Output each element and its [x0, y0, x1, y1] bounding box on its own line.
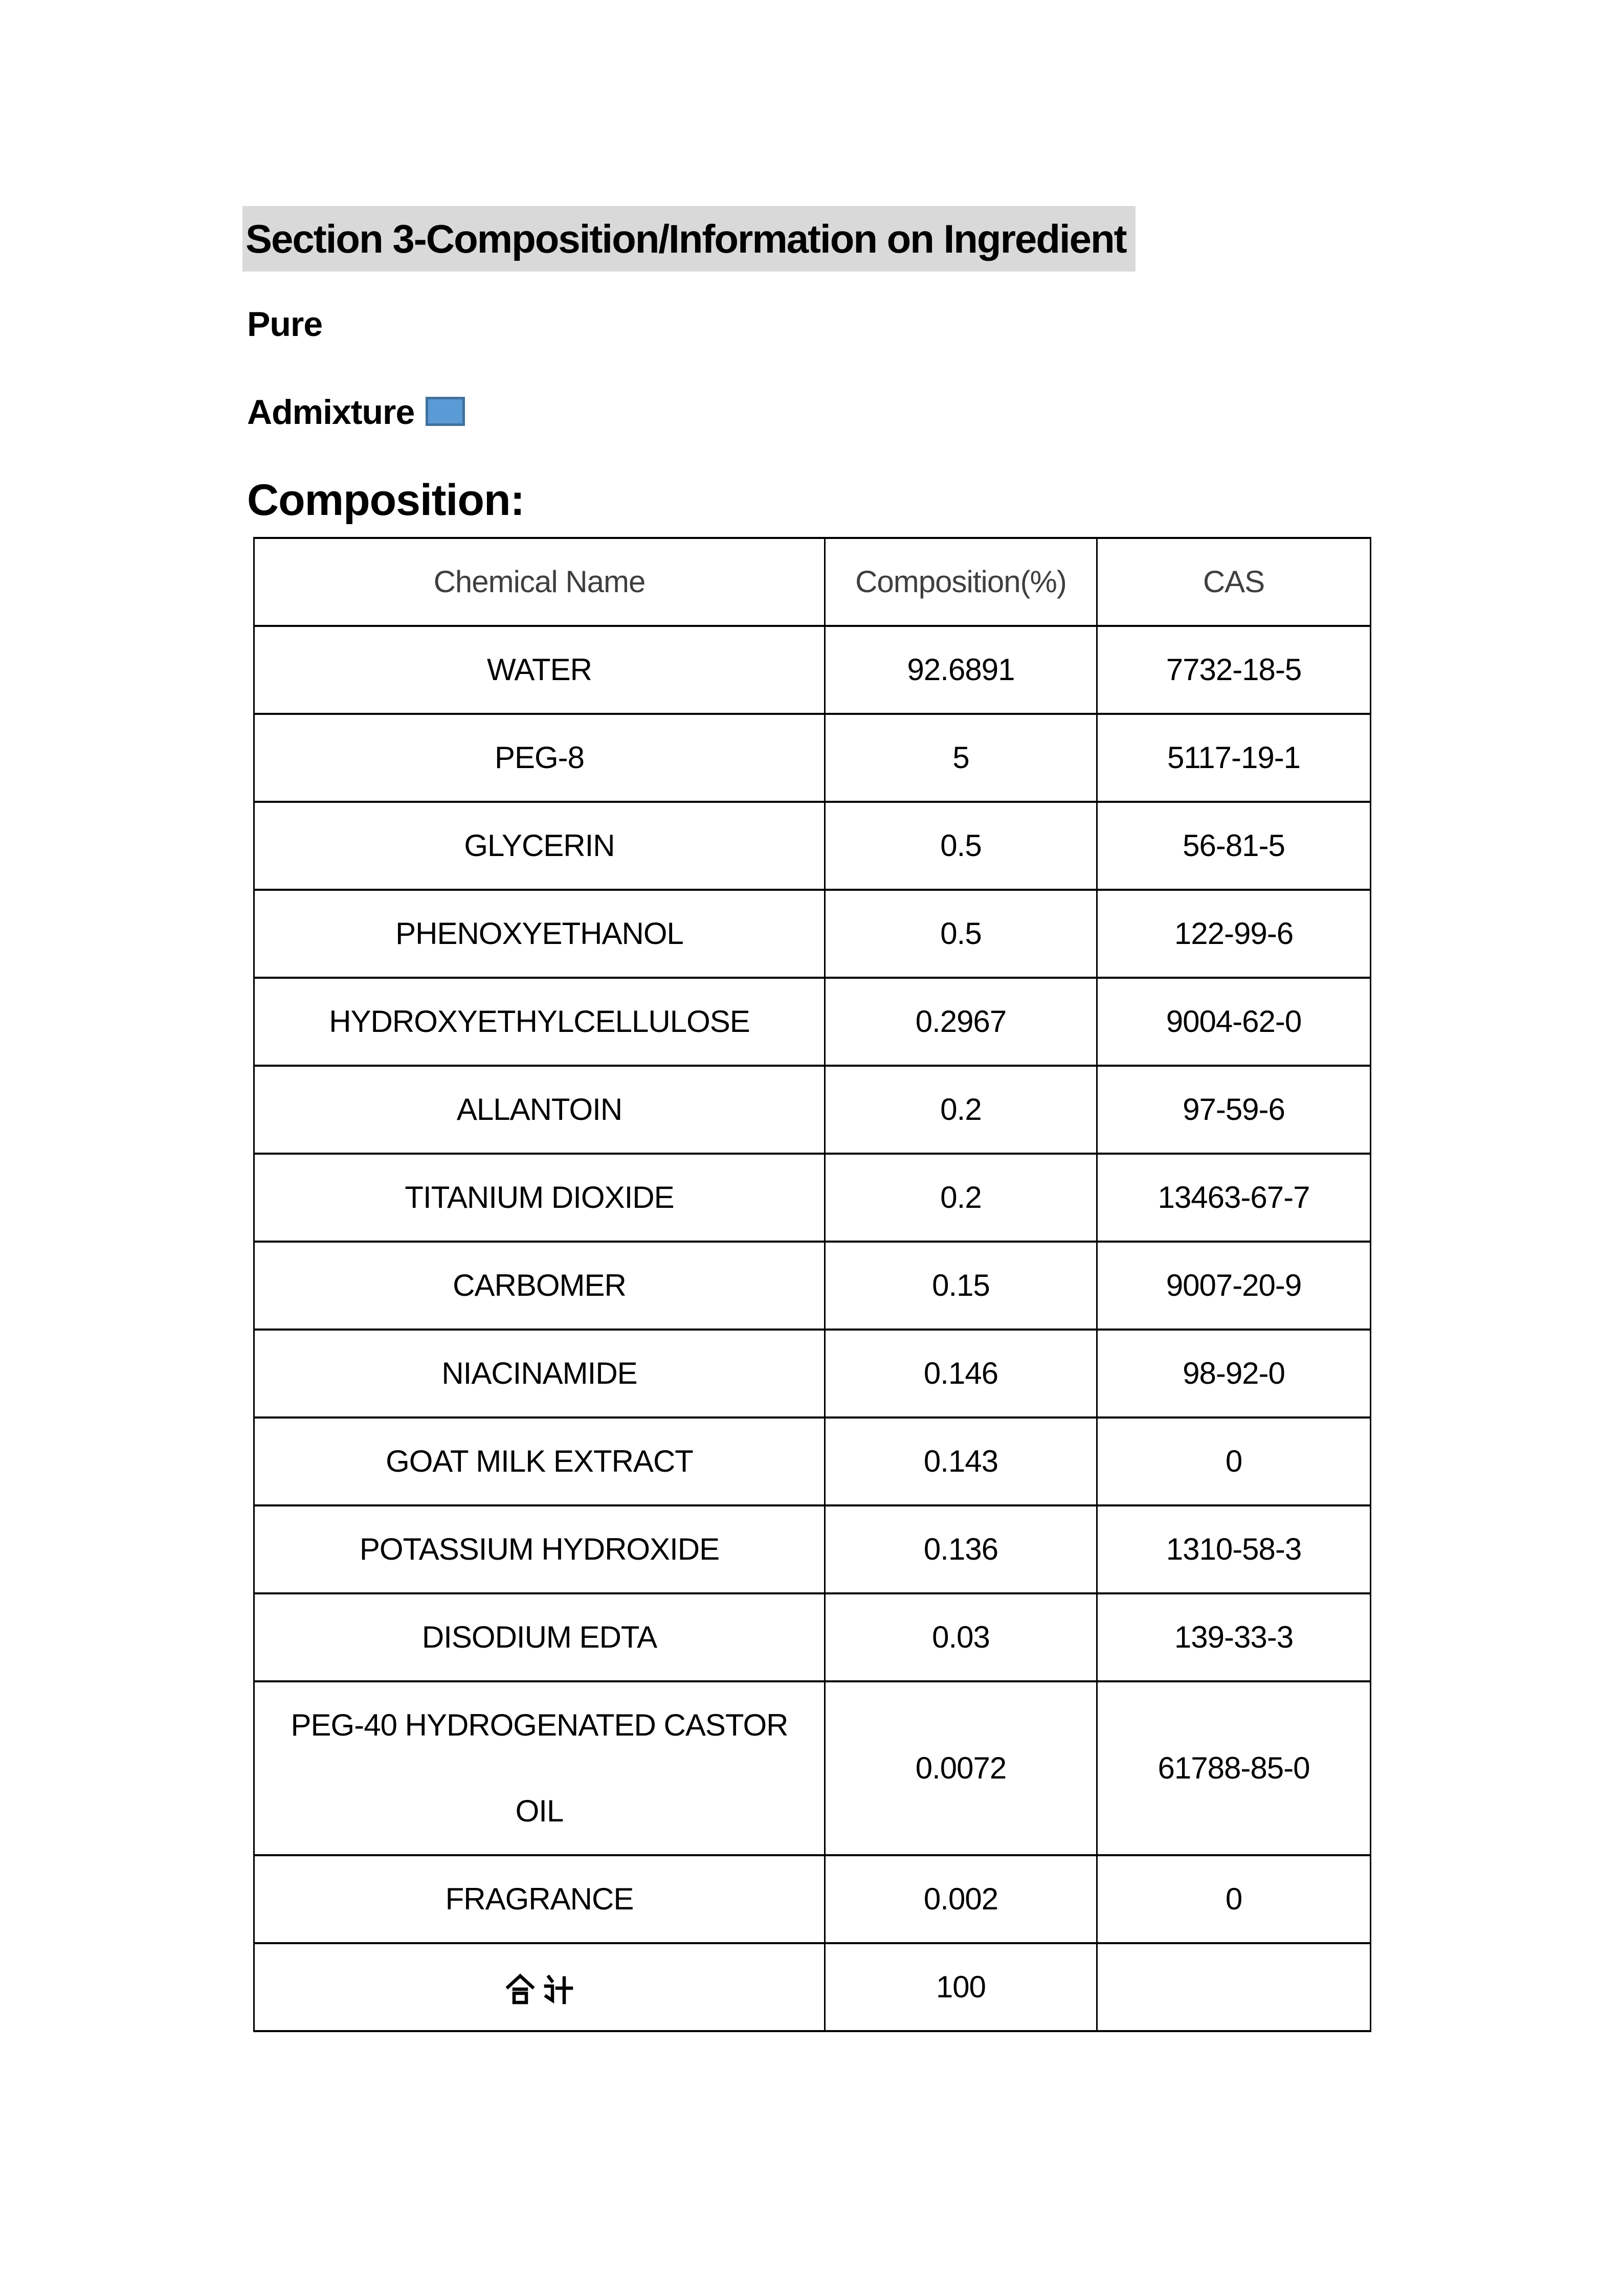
composition-cell: 0.0072 — [825, 1681, 1097, 1855]
pure-label: Pure — [247, 305, 323, 344]
header-chemical-name: Chemical Name — [254, 538, 825, 626]
chemical-name-cell: PEG-40 HYDROGENATED CASTOR OIL — [254, 1681, 825, 1855]
header-composition: Composition(%) — [825, 538, 1097, 626]
composition-cell: 0.03 — [825, 1593, 1097, 1681]
composition-cell: 0.2967 — [825, 978, 1097, 1066]
section-title: Section 3-Composition/Information on Ingredient — [242, 206, 1136, 272]
admixture-checkbox[interactable] — [426, 397, 465, 426]
table-row — [254, 626, 1371, 714]
table-row — [254, 1505, 1371, 1593]
chemical-name-cell: TITANIUM DIOXIDE — [254, 1154, 825, 1242]
chemical-name-cell: WATER — [254, 626, 825, 714]
composition-table — [253, 537, 1371, 2032]
table-row — [254, 1855, 1371, 1943]
cas-cell: 5117-19-1 — [1097, 714, 1371, 802]
table-row — [254, 1242, 1371, 1330]
chemical-name-cell: PHENOXYETHANOL — [254, 890, 825, 978]
admixture-label: Admixture — [247, 393, 415, 432]
composition-cell: 92.6891 — [825, 626, 1097, 714]
table-row — [254, 978, 1371, 1066]
table-row — [254, 1330, 1371, 1417]
table-row — [254, 1593, 1371, 1681]
chemical-name-cell: DISODIUM EDTA — [254, 1593, 825, 1681]
composition-cell: 0.143 — [825, 1417, 1097, 1505]
cas-cell: 9007-20-9 — [1097, 1242, 1371, 1330]
table-row — [254, 1154, 1371, 1242]
table-row — [254, 1417, 1371, 1505]
cas-cell: 13463-67-7 — [1097, 1154, 1371, 1242]
composition-cell: 0.2 — [825, 1066, 1097, 1154]
table-row — [254, 1681, 1371, 1855]
total-label-cell — [254, 1943, 825, 2031]
chemical-name-cell: ALLANTOIN — [254, 1066, 825, 1154]
cas-cell: 139-33-3 — [1097, 1593, 1371, 1681]
cas-cell: 0 — [1097, 1417, 1371, 1505]
chemical-name-cell: GLYCERIN — [254, 802, 825, 890]
composition-cell: 0.5 — [825, 890, 1097, 978]
cas-cell: 0 — [1097, 1855, 1371, 1943]
chemical-name-cell: GOAT MILK EXTRACT — [254, 1417, 825, 1505]
table-row — [254, 1066, 1371, 1154]
chemical-name-cell: NIACINAMIDE — [254, 1330, 825, 1417]
composition-label: Composition: — [247, 476, 525, 525]
composition-cell: 0.146 — [825, 1330, 1097, 1417]
table-header-row — [254, 538, 1371, 626]
total-cas-cell — [1097, 1943, 1371, 2031]
composition-cell: 5 — [825, 714, 1097, 802]
chemical-name-cell: POTASSIUM HYDROXIDE — [254, 1505, 825, 1593]
composition-cell: 0.136 — [825, 1505, 1097, 1593]
admixture-row — [247, 395, 465, 430]
table-row — [254, 802, 1371, 890]
cas-cell: 7732-18-5 — [1097, 626, 1371, 714]
cas-cell: 1310-58-3 — [1097, 1505, 1371, 1593]
chemical-name-cell: FRAGRANCE — [254, 1855, 825, 1943]
chemical-name-cell: CARBOMER — [254, 1242, 825, 1330]
header-cas: CAS — [1097, 538, 1371, 626]
cas-cell: 122-99-6 — [1097, 890, 1371, 978]
cas-cell: 9004-62-0 — [1097, 978, 1371, 1066]
chemical-name-cell: PEG-8 — [254, 714, 825, 802]
chemical-name-cell: HYDROXYETHYLCELLULOSE — [254, 978, 825, 1066]
total-label-glyph — [505, 1974, 574, 2005]
table-row — [254, 890, 1371, 978]
table-row — [254, 714, 1371, 802]
composition-cell: 0.15 — [825, 1242, 1097, 1330]
cas-cell: 97-59-6 — [1097, 1066, 1371, 1154]
cas-cell: 98-92-0 — [1097, 1330, 1371, 1417]
table-total-row — [254, 1943, 1371, 2031]
cas-cell: 56-81-5 — [1097, 802, 1371, 890]
cas-cell: 61788-85-0 — [1097, 1681, 1371, 1855]
composition-cell: 0.2 — [825, 1154, 1097, 1242]
composition-cell: 0.002 — [825, 1855, 1097, 1943]
composition-cell: 0.5 — [825, 802, 1097, 890]
total-composition-cell: 100 — [825, 1943, 1097, 2031]
